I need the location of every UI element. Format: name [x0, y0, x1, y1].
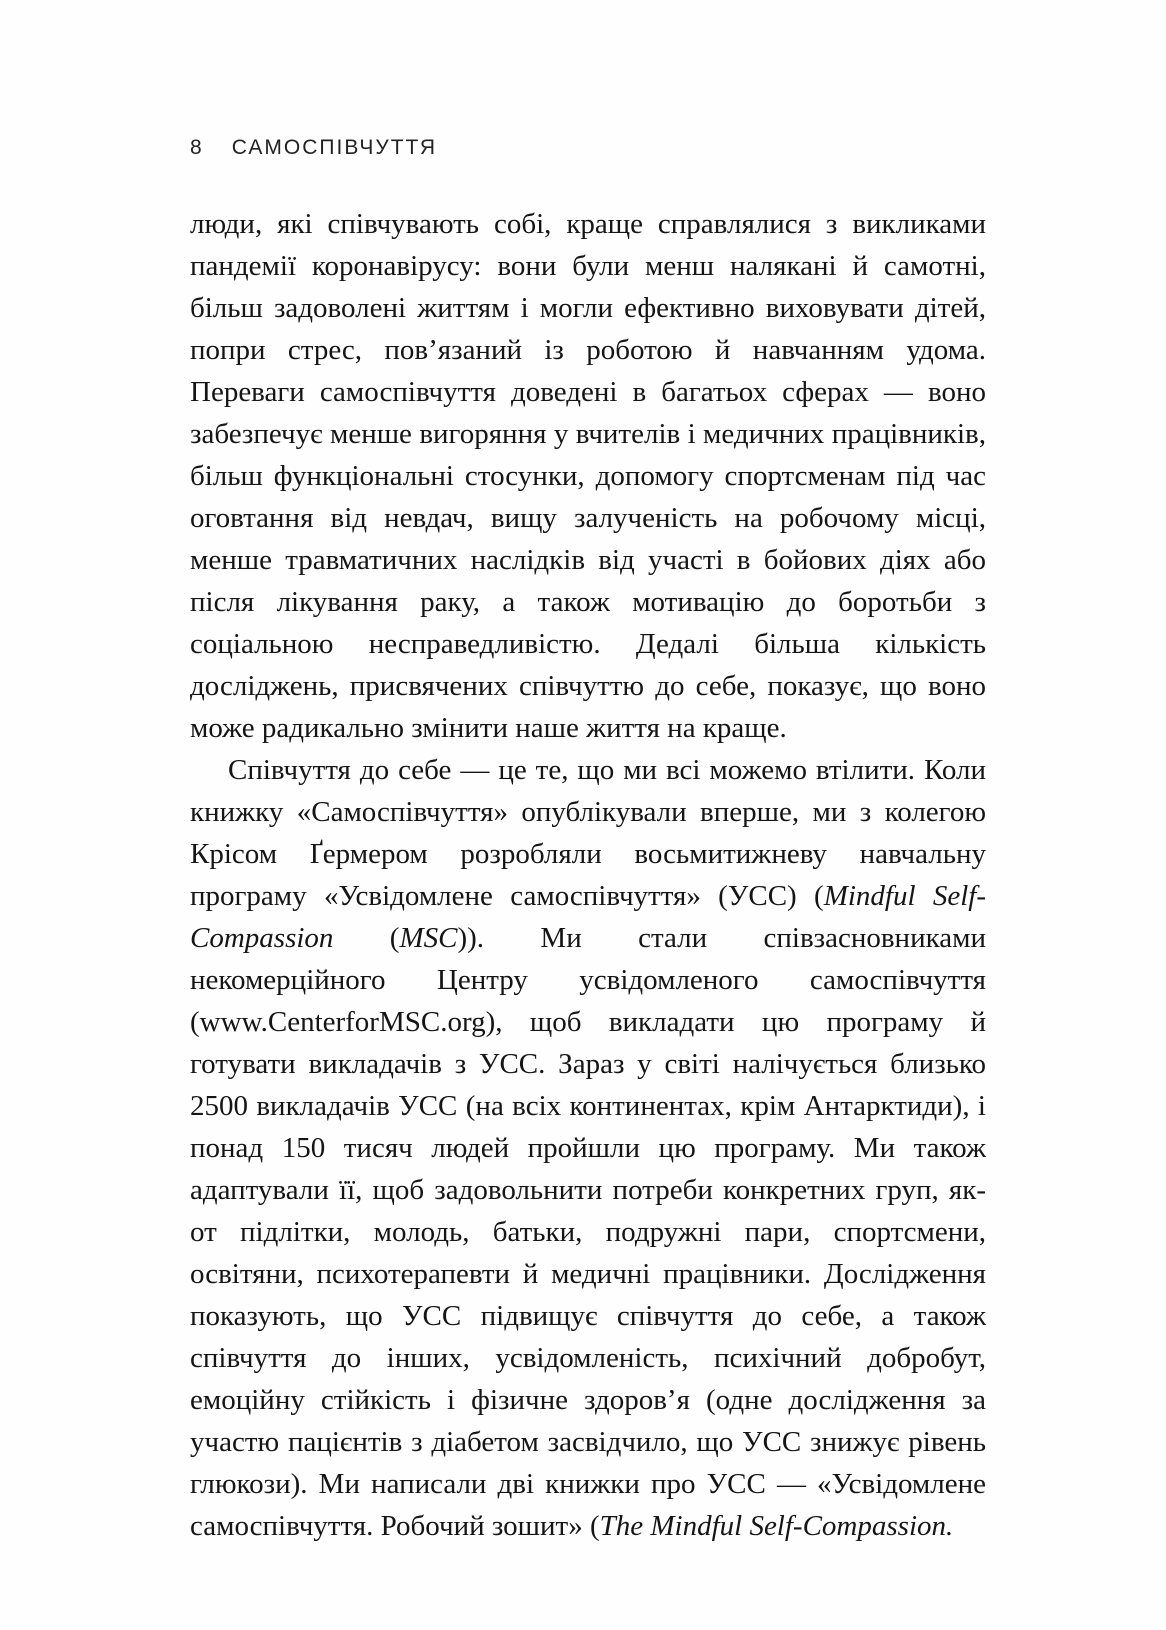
book-title-italic: The Mindful Self-Compassion. — [599, 1510, 954, 1542]
page-number: 8 — [190, 136, 202, 159]
paragraph — [190, 203, 986, 749]
page-header — [190, 136, 437, 160]
paragraph-text: Співчуття до себе — це те, що ми всі можемо втілити. Коли книжку «Самоспівчуття» опублікували вперше, ми з колегою Крісом Ґермером розробляли восьмитижневу навчальну програму «Усвідомлене самоспівчуття» (УСС) ( — [190, 754, 986, 912]
running-title: САМОСПІВЧУТТЯ — [231, 136, 438, 159]
paragraph-text: ( — [333, 922, 400, 954]
book-title-abbrev-italic: MSC — [399, 922, 458, 954]
book-title-italic: Mindful Self-Compassion — [190, 880, 986, 954]
paragraph-text: люди, які співчувають собі, краще справлялися з викликами пандемії коронавірусу: вони були менш налякані й самотні, більш задоволені життям і могли ефективно виховувати дітей, попри стрес, пов’язаний із роботою й навчанням удома. Переваги самоспівчуття доведені в багатьох сферах — воно забезпечує менше вигоряння у вчителів і медичних працівників, більш функціональні стосунки, допомогу спортсменам під час оговтання від невдач, вищу залученість на робочому місці, менше травматичних наслідків від участі в бойових діях або після лікування раку, а також мотивацію до боротьби з соціальною несправедливістю. Дедалі більша кількість досліджень, присвячених співчуттю до себе, показує, що воно може радикально змінити наше життя на краще. — [190, 208, 986, 744]
paragraph-text: )). Ми стали співзасновниками некомерційного Центру усвідомленого самоспівчуття (www.CenterforMSC.org), щоб викладати цю програму й готувати викладачів з УСС. Зараз у світі налічується близько 2500 викладачів УСС (на всіх континентах, крім Антарктиди), і понад 150 тисяч людей пройшли цю програму. Ми також адаптували її, щоб задовольнити потреби конкретних груп, як-от підлітки, молодь, батьки, подружні пари, спортсмени, освітяни, психотерапевти й медичні працівники. Дослідження показують, що УСС підвищує співчуття до себе, а також співчуття до інших, усвідомленість, психічний добробут, емоційну стійкість і фізичне здоров’я (одне дослідження за участю пацієнтів з діабетом засвідчило, що УСС знижує рівень глюкози). Ми написали дві книжки про УСС — «Усвідомлене самоспівчуття. Робочий зошит» ( — [190, 922, 986, 1542]
paragraph — [190, 749, 986, 1547]
page-body — [190, 203, 986, 1547]
